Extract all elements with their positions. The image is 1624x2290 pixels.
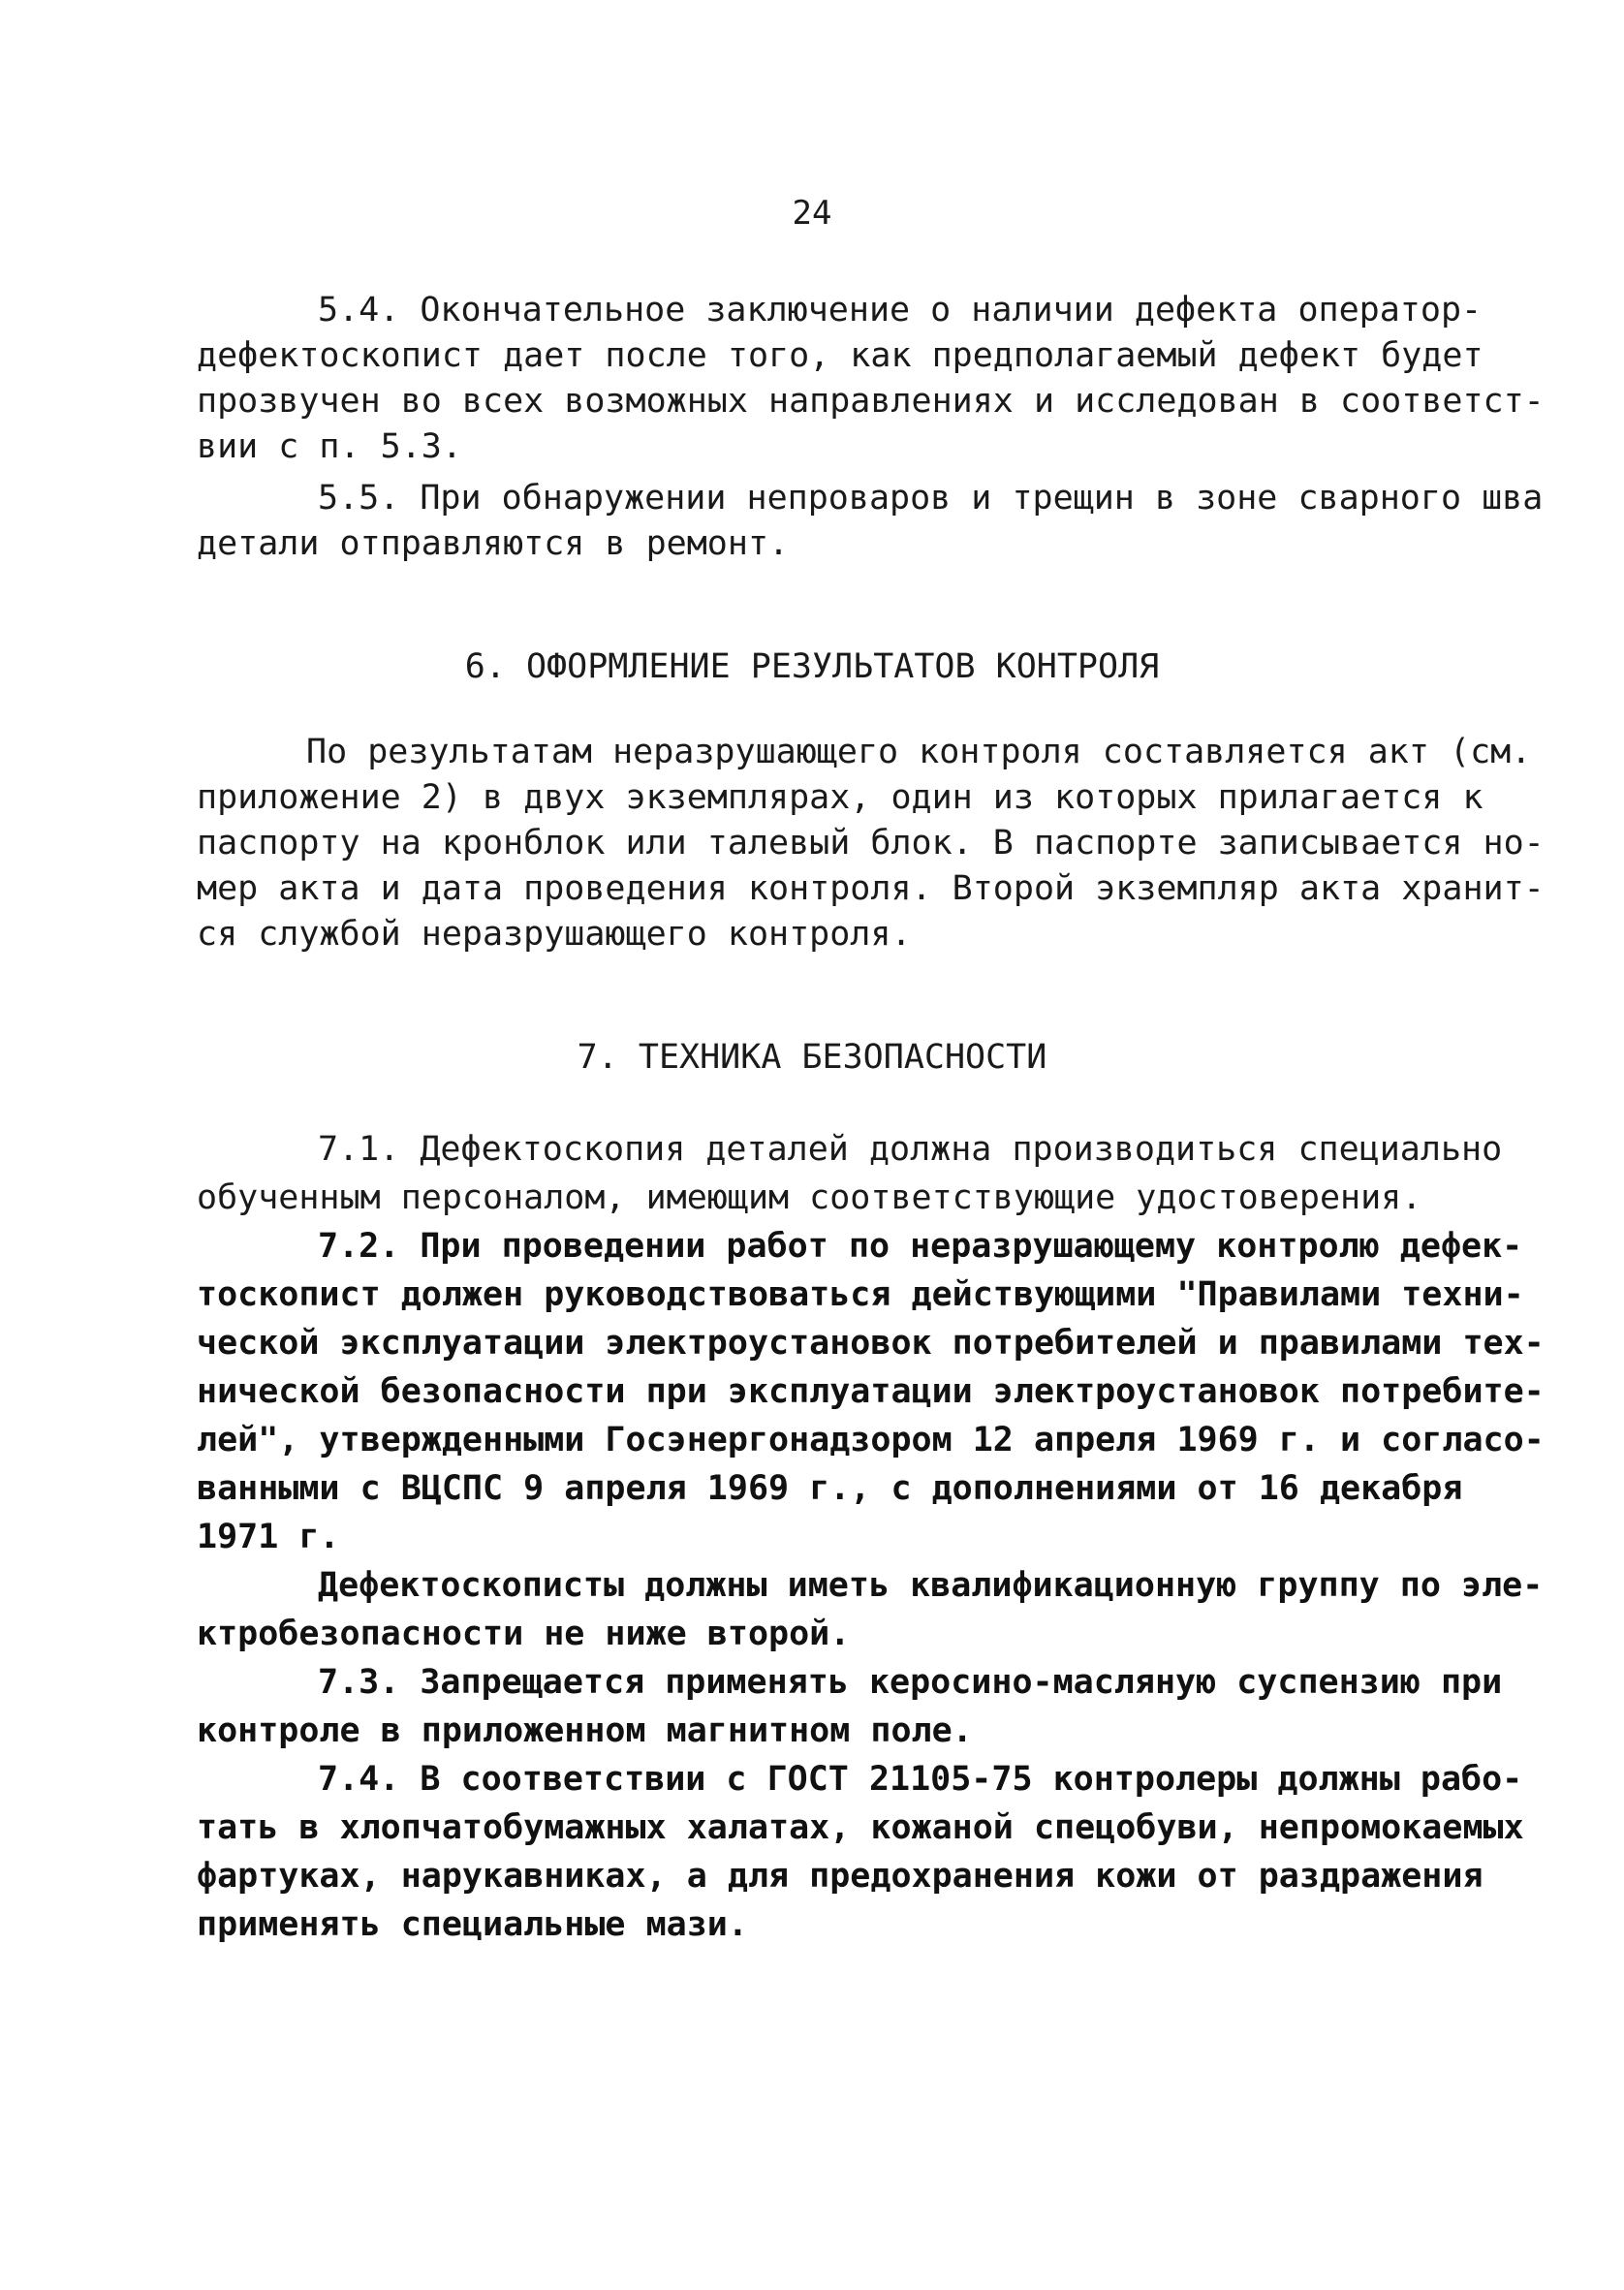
text-line: Дефектоскописты должны иметь квалификационную группу по эле- — [318, 1566, 1544, 1605]
text-line: нической безопасности при эксплуатации электроустановок потребите- — [197, 1372, 1545, 1411]
text-line: мер акта и дата проведения контроля. Второй экземпляр акта хранит- — [197, 869, 1545, 908]
text-line: По результатам неразрушающего контроля составляется акт (см. — [306, 733, 1532, 771]
text-line: ктробезопасности не ниже второй. — [197, 1615, 851, 1653]
text-line: детали отправляются в ремонт. — [197, 524, 790, 563]
text-line: приложение 2) в двух экземплярах, один из которых прилагается к — [197, 778, 1483, 817]
text-line: паспорту на кронблок или талевый блок. В паспорте записывается но- — [197, 824, 1545, 863]
text-line: 5.5. При обнаружении непроваров и трещин в зоне сварного шва — [318, 479, 1544, 518]
text-line: вии с п. 5.3. — [197, 427, 462, 466]
text-line: контроле в приложенном магнитном поле. — [197, 1711, 973, 1750]
text-line: прозвучен во всех возможных направлениях и исследован в соответст- — [197, 382, 1545, 421]
text-line: дефектоскопист дает после того, как предполагаемый дефект будет — [197, 336, 1483, 375]
text-line: 7.4. В соответствии с ГОСТ 21105-75 контролеры должны рабо- — [318, 1760, 1523, 1799]
text-line: применять специальные мази. — [197, 1905, 748, 1944]
text-line: обученным персоналом, имеющим соответствующие удостоверения. — [197, 1178, 1422, 1217]
text-line: лей", утвержденными Госэнергонадзором 12 апреля 1969 г. и согласо- — [197, 1421, 1545, 1459]
text-line: 5.4. Окончательное заключение о наличии дефекта оператор- — [318, 291, 1483, 329]
text-line: тать в хлопчатобумажных халатах, кожаной спецобуви, непромокаемых — [197, 1808, 1524, 1847]
text-line: ся службой неразрушающего контроля. — [197, 915, 912, 954]
text-line: фартуках, нарукавниках, а для предохранения кожи от раздражения — [197, 1857, 1483, 1896]
text-line: 7.2. При проведении работ по неразрушающему контролю дефек- — [318, 1227, 1523, 1266]
text-line: 1971 г. — [197, 1518, 340, 1556]
text-line: тоскопист должен руководствоваться действующими "Правилами техни- — [197, 1275, 1524, 1314]
text-line: 7.1. Дефектоскопия деталей должна производиться специально — [318, 1130, 1503, 1169]
page-number: 24 — [792, 194, 832, 233]
text-line: ческой эксплуатации электроустановок потребителей и правилами тех- — [197, 1324, 1545, 1363]
text-line: ванными с ВЦСПС 9 апреля 1969 г., с дополнениями от 16 декабря — [197, 1469, 1463, 1508]
text-line: 7.3. Запрещается применять керосино-масляную суспензию при — [318, 1663, 1503, 1702]
section-heading: 6. ОФОРМЛЕНИЕ РЕЗУЛЬТАТОВ КОНТРОЛЯ — [464, 647, 1160, 686]
section-heading: 7. ТЕХНИКА БЕЗОПАСНОСТИ — [577, 1038, 1047, 1077]
